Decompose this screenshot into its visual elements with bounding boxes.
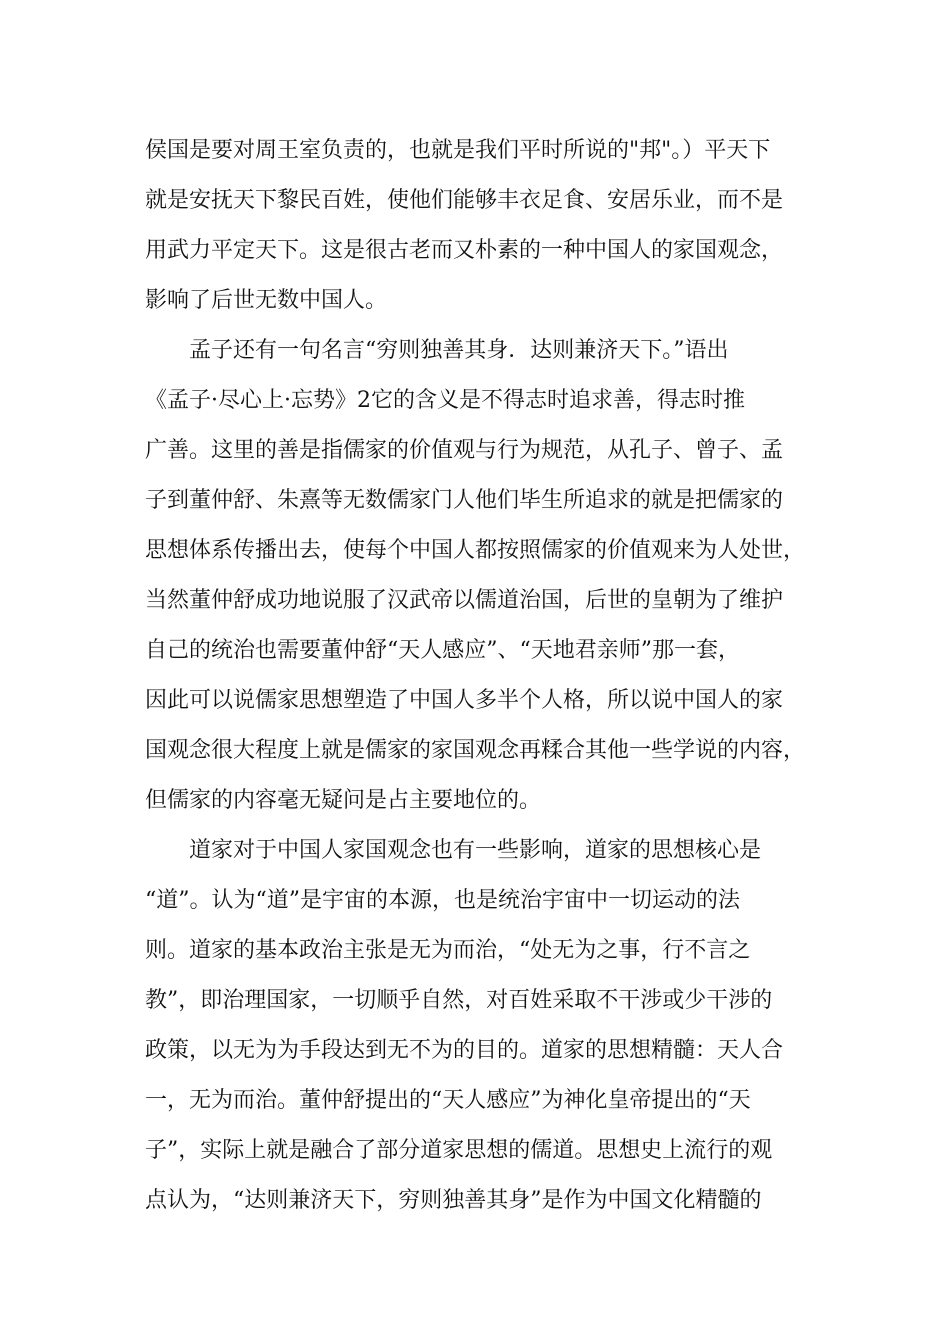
text-line: 当然董仲舒成功地说服了汉武帝以儒道治国，后世的皇朝为了维护: [145, 588, 784, 613]
text-line: 一，无为而治。董仲舒提出的“天人感应”为神化皇帝提出的“天: [145, 1088, 751, 1113]
paragraph-first-line: 孟子还有一句名言“穷则独善其身．达则兼济天下。”语出: [189, 338, 729, 363]
text-line: 但儒家的内容毫无疑问是占主要地位的。: [145, 788, 542, 813]
text-line: 因此可以说儒家思想塑造了中国人多半个人格，所以说中国人的家: [145, 688, 784, 713]
text-line: 子到董仲舒、朱熹等无数儒家门人他们毕生所追求的就是把儒家的: [145, 488, 784, 513]
text-line: 影响了后世无数中国人。: [145, 288, 388, 313]
text-line: 广善。这里的善是指儒家的价值观与行为规范，从孔子、曾子、孟: [145, 438, 784, 463]
text-line: 思想体系传播出去，使每个中国人都按照儒家的价值观来为人处世，: [145, 538, 806, 563]
text-line: 自己的统治也需要董仲舒“天人感应”、“天地君亲师”那一套，: [145, 638, 740, 663]
text-line: 《孟子·尽心上·忘势》2它的含义是不得志时追求善，得志时推: [145, 388, 745, 413]
text-line: “道”。认为“道”是宇宙的本源，也是统治宇宙中一切运动的法: [145, 888, 740, 913]
text-line: 用武力平定天下。这是很古老而又朴素的一种中国人的家国观念，: [145, 238, 784, 263]
text-line: 国观念很大程度上就是儒家的家国观念再糅合其他一些学说的内容，: [145, 738, 806, 763]
text-line: 政策，以无为为手段达到无不为的目的。道家的思想精髓：天人合: [145, 1038, 784, 1063]
body-text: [145, 126, 815, 1226]
text-line: 侯国是要对周王室负责的，也就是我们平时所说的"邦"。）平天下: [145, 138, 771, 163]
text-line: 子”，实际上就是融合了部分道家思想的儒道。思想史上流行的观: [145, 1138, 773, 1163]
text-line: 就是安抚天下黎民百姓，使他们能够丰衣足食、安居乐业，而不是: [145, 188, 784, 213]
text-line: 则。道家的基本政治主张是无为而治，“处无为之事，行不言之: [145, 938, 751, 963]
text-line: 点认为，“达则兼济天下，穷则独善其身”是作为中国文化精髓的: [145, 1188, 762, 1213]
paragraph-first-line: 道家对于中国人家国观念也有一些影响，道家的思想核心是: [189, 838, 762, 863]
text-line: 教”，即治理国家，一切顺乎自然，对百姓采取不干涉或少干涉的: [145, 988, 773, 1013]
